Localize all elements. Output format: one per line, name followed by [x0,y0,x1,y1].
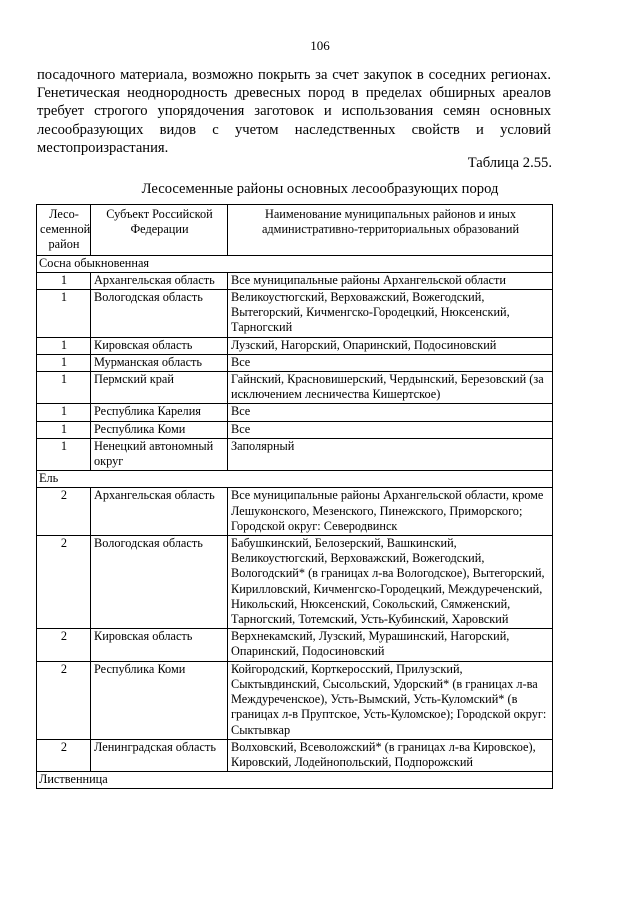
table-row [37,421,553,438]
table-row [37,272,553,289]
table-row [37,290,553,338]
cell-subject: Архангельская область [91,488,228,536]
cell-subject: Республика Коми [91,421,228,438]
cell-subject: Архангельская область [91,272,228,289]
table-row [37,354,553,371]
section-row [37,772,553,789]
cell-areas: Гайнский, Красновишерский, Чердынский, Березовский (за исключением лесничества Кишертское) [228,372,553,404]
cell-subject: Республика Карелия [91,404,228,421]
table-row [37,438,553,470]
cell-district: 2 [37,536,91,629]
header-subject: Субъект Российской Федерации [91,205,228,256]
cell-areas: Верхнекамский, Лузский, Мурашинский, Нагорский, Опаринский, Подосиновский [228,629,553,661]
cell-areas: Бабушкинский, Белозерский, Вашкинский, Великоустюгский, Верховажский, Вожегодский, Вологодский* (в границах л-ва Вологодское), Вытегорский, Кирилловский, Кичменгско-Городецкий, Междуреченский, Никольский, Нюксенский, Сокольский, Сямженский, Тарногский, Тотемский, Усть-Кубинский, Харовский [228,536,553,629]
cell-subject: Республика Коми [91,661,228,739]
cell-district: 1 [37,290,91,338]
cell-district: 1 [37,337,91,354]
cell-district: 1 [37,438,91,470]
cell-subject: Вологодская область [91,290,228,338]
table-row [37,404,553,421]
seed-districts-table [36,204,553,789]
cell-areas: Все муниципальные районы Архангельской области [228,272,553,289]
section-title: Ель [37,471,553,488]
table-row [37,661,553,739]
cell-areas: Все [228,404,553,421]
cell-areas: Все муниципальные районы Архангельской области, кроме Лешуконского, Мезенского, Пинежского, Приморского; Городской округ: Северодвинск [228,488,553,536]
table-row [37,372,553,404]
cell-areas: Волховский, Всеволожский* (в границах л-ва Кировское), Кировский, Лодейнопольский, Подпорожский [228,739,553,771]
cell-areas: Все [228,421,553,438]
cell-subject: Вологодская область [91,536,228,629]
table-row [37,629,553,661]
table-body [37,255,553,789]
cell-areas: Все [228,354,553,371]
cell-subject: Мурманская область [91,354,228,371]
cell-subject: Ленинградская область [91,739,228,771]
section-row [37,471,553,488]
cell-district: 1 [37,421,91,438]
cell-areas: Лузский, Нагорский, Опаринский, Подосиновский [228,337,553,354]
table-row [37,739,553,771]
table-row [37,488,553,536]
cell-district: 1 [37,404,91,421]
section-title: Сосна обыкновенная [37,255,553,272]
body-paragraph: посадочного материала, возможно покрыть за счет закупок в соседних регионах. Генетическая неоднородность древесных пород в пределах обширных ареалов требует строгого упорядочения заготовок и использования семян основных лесообразующих видов с учетом наследственных свойств и условий местопроизрастания. [37,67,551,156]
table-caption: Таблица 2.55. [467,155,552,171]
section-row [37,255,553,272]
header-areas: Наименование муниципальных районов и иных административно-территориальных образований [228,205,553,256]
cell-district: 1 [37,354,91,371]
cell-district: 2 [37,661,91,739]
header-district: Лесо-семенной район [37,205,91,256]
section-title: Лиственница [37,772,553,789]
table-header-row [37,205,553,256]
table-title: Лесосеменные районы основных лесообразующих пород [141,181,499,197]
cell-district: 2 [37,629,91,661]
cell-district: 1 [37,372,91,404]
table-row [37,536,553,629]
cell-district: 2 [37,488,91,536]
cell-areas: Великоустюгский, Верховажский, Вожегодский, Вытегорский, Кичменгско-Городецкий, Нюксенский, Тарногский [228,290,553,338]
cell-district: 2 [37,739,91,771]
page-number: 106 [310,38,330,53]
cell-district: 1 [37,272,91,289]
cell-subject: Ненецкий автономный округ [91,438,228,470]
cell-areas: Заполярный [228,438,553,470]
table-row [37,337,553,354]
cell-subject: Кировская область [91,337,228,354]
cell-areas: Койгородский, Корткеросский, Прилузский, Сыктывдинский, Сысольский, Удорский* (в границах л-ва Междуреченское), Усть-Вымский, Усть-Куломский* (в границах л-в Пруптское, Усть-Куломское); Городской округ: Сыктывкар [228,661,553,739]
cell-subject: Пермский край [91,372,228,404]
cell-subject: Кировская область [91,629,228,661]
